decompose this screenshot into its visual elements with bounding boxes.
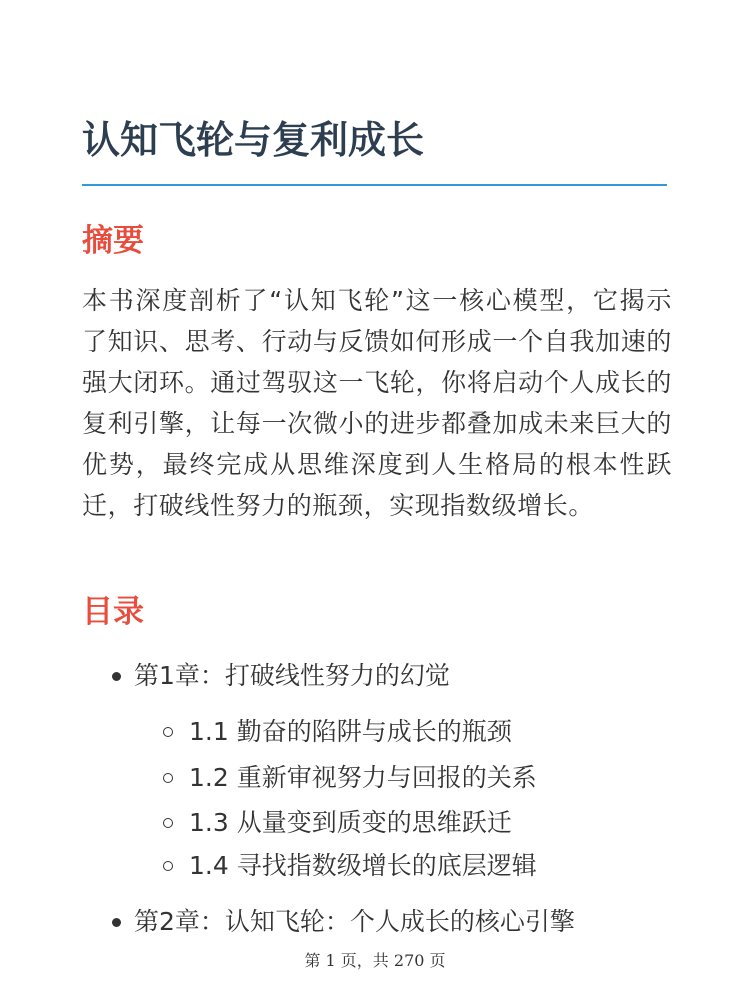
summary-paragraph: 本书深度剖析了“认知飞轮”这一核心模型，它揭示了知识、思考、行动与反馈如何形成一个自我加速的强大闭环。通过驾驭这一飞轮，你将启动个人成长的复利引擎，让每一次微小的进步都叠加成未来巨大的优势，最终完成从思维深度到人生格局的根本性跃迁，打破线性努力的瓶颈，实现指数级增长。 bbox=[82, 286, 672, 520]
hollow-bullet-icon bbox=[163, 818, 173, 828]
toc-chapter-label: 第1章：打破线性努力的幻觉 bbox=[134, 661, 450, 690]
bullet-icon bbox=[112, 672, 121, 681]
toc-section-label: 1.4 寻找指数级增长的底层逻辑 bbox=[189, 851, 537, 880]
toc-heading: 目录 bbox=[82, 594, 144, 630]
toc-section-label: 1.3 从量变到质变的思维跃迁 bbox=[189, 808, 512, 837]
summary-heading: 摘要 bbox=[82, 223, 144, 259]
hollow-bullet-icon bbox=[163, 773, 173, 783]
page-footer: 第 1 页，共 270 页 bbox=[304, 951, 446, 970]
hollow-bullet-icon bbox=[163, 861, 173, 871]
title-divider bbox=[82, 184, 667, 186]
toc-chapter-label: 第2章：认知飞轮：个人成长的核心引擎 bbox=[134, 907, 575, 936]
toc-section-label: 1.1 勤奋的陷阱与成长的瓶颈 bbox=[189, 717, 512, 746]
hollow-bullet-icon bbox=[163, 727, 173, 737]
document-title: 认知飞轮与复利成长 bbox=[82, 118, 425, 162]
toc-section-label: 1.2 重新审视努力与回报的关系 bbox=[189, 763, 537, 792]
bullet-icon bbox=[112, 918, 121, 927]
